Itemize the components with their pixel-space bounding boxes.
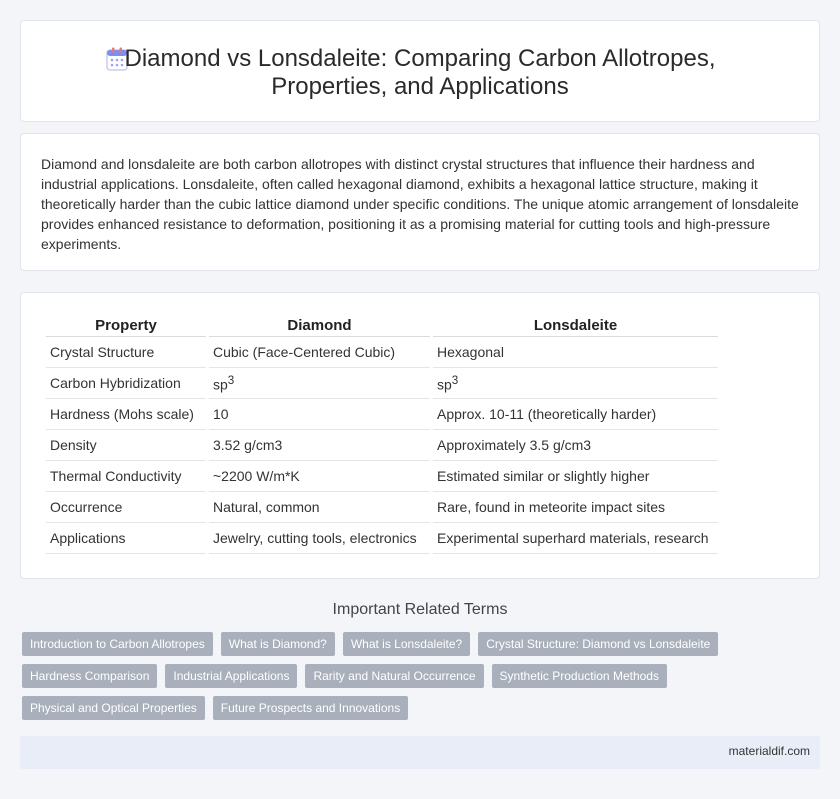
table-header-row (46, 315, 718, 337)
intro-card (20, 133, 820, 271)
table-row (46, 337, 718, 368)
table-cell: ~2200 W/m*K (209, 461, 430, 492)
related-terms-tags (22, 632, 812, 728)
tag-row (22, 696, 812, 720)
table-header-lonsdaleite: Lonsdaleite (433, 315, 718, 337)
table-cell: Cubic (Face-Centered Cubic) (209, 337, 430, 368)
tag-physical-optical-properties[interactable]: Physical and Optical Properties (22, 696, 205, 720)
tag-row (22, 664, 812, 688)
footer (20, 736, 820, 769)
table-cell: 3.52 g/cm3 (209, 430, 430, 461)
table-cell: Applications (46, 523, 206, 554)
table-cell: Occurrence (46, 492, 206, 523)
page-title-line-1: Diamond vs Lonsdaleite: Comparing Carbon Allotropes, (124, 45, 716, 72)
tag-what-is-lonsdaleite[interactable]: What is Lonsdaleite? (343, 632, 470, 656)
table-header-diamond: Diamond (209, 315, 430, 337)
table-row (46, 461, 718, 492)
table-cell: Natural, common (209, 492, 430, 523)
table-cell: Approximately 3.5 g/cm3 (433, 430, 718, 461)
comparison-table-card (20, 292, 820, 579)
page-title (21, 45, 819, 101)
table-cell: Density (46, 430, 206, 461)
tag-what-is-diamond[interactable]: What is Diamond? (221, 632, 335, 656)
table-cell (209, 368, 430, 399)
table-cell: Estimated similar or slightly higher (433, 461, 718, 492)
tag-hardness-comparison[interactable]: Hardness Comparison (22, 664, 157, 688)
hybridization-diamond: sp (213, 376, 228, 393)
table-cell: Crystal Structure (46, 337, 206, 368)
tag-rarity-natural-occurrence[interactable]: Rarity and Natural Occurrence (305, 664, 483, 688)
related-terms-title: Important Related Terms (332, 601, 508, 618)
tag-future-prospects[interactable]: Future Prospects and Innovations (213, 696, 408, 720)
table-cell: Hexagonal (433, 337, 718, 368)
header-card (20, 20, 820, 122)
table-cell: Thermal Conductivity (46, 461, 206, 492)
table-cell: Jewelry, cutting tools, electronics (209, 523, 430, 554)
intro-paragraph: Diamond and lonsdaleite are both carbon allotropes with distinct crystal structures that influence their hardness and industrial applications. Lonsdaleite, often called hexagonal diamond, exhibits a hexagonal lattice structure, making it theoretically harder than the cubic lattice diamond under specific conditions. The unique atomic arrangement of lonsdaleite provides enhanced resistance to deformation, positioning it as a promising material for cutting tools and high-pressure experiments. (41, 156, 799, 252)
tag-introduction-to-carbon-allotropes[interactable]: Introduction to Carbon Allotropes (22, 632, 213, 656)
table-cell: Rare, found in meteorite impact sites (433, 492, 718, 523)
table-cell: Approx. 10-11 (theoretically harder) (433, 399, 718, 430)
table-row (46, 399, 718, 430)
hybridization-lonsdaleite: sp (437, 376, 452, 393)
table-cell: Hardness (Mohs scale) (46, 399, 206, 430)
tag-row (22, 632, 812, 656)
table-cell: Experimental superhard materials, research (433, 523, 718, 554)
table-cell: Carbon Hybridization (46, 368, 206, 399)
table-row (46, 492, 718, 523)
superscript: 3 (227, 373, 235, 387)
superscript: 3 (451, 373, 459, 387)
footer-site-link[interactable]: materialdif.com (728, 744, 810, 758)
table-cell (433, 368, 718, 399)
table-cell: 10 (209, 399, 430, 430)
table-row (46, 430, 718, 461)
tag-synthetic-production-methods[interactable]: Synthetic Production Methods (492, 664, 667, 688)
table-row (46, 368, 718, 399)
tag-industrial-applications[interactable]: Industrial Applications (165, 664, 297, 688)
tag-crystal-structure[interactable]: Crystal Structure: Diamond vs Lonsdaleite (478, 632, 718, 656)
table-row (46, 523, 718, 554)
comparison-table (43, 315, 721, 554)
page-title-line-2: Properties, and Applications (271, 73, 569, 100)
table-header-property: Property (46, 315, 206, 337)
